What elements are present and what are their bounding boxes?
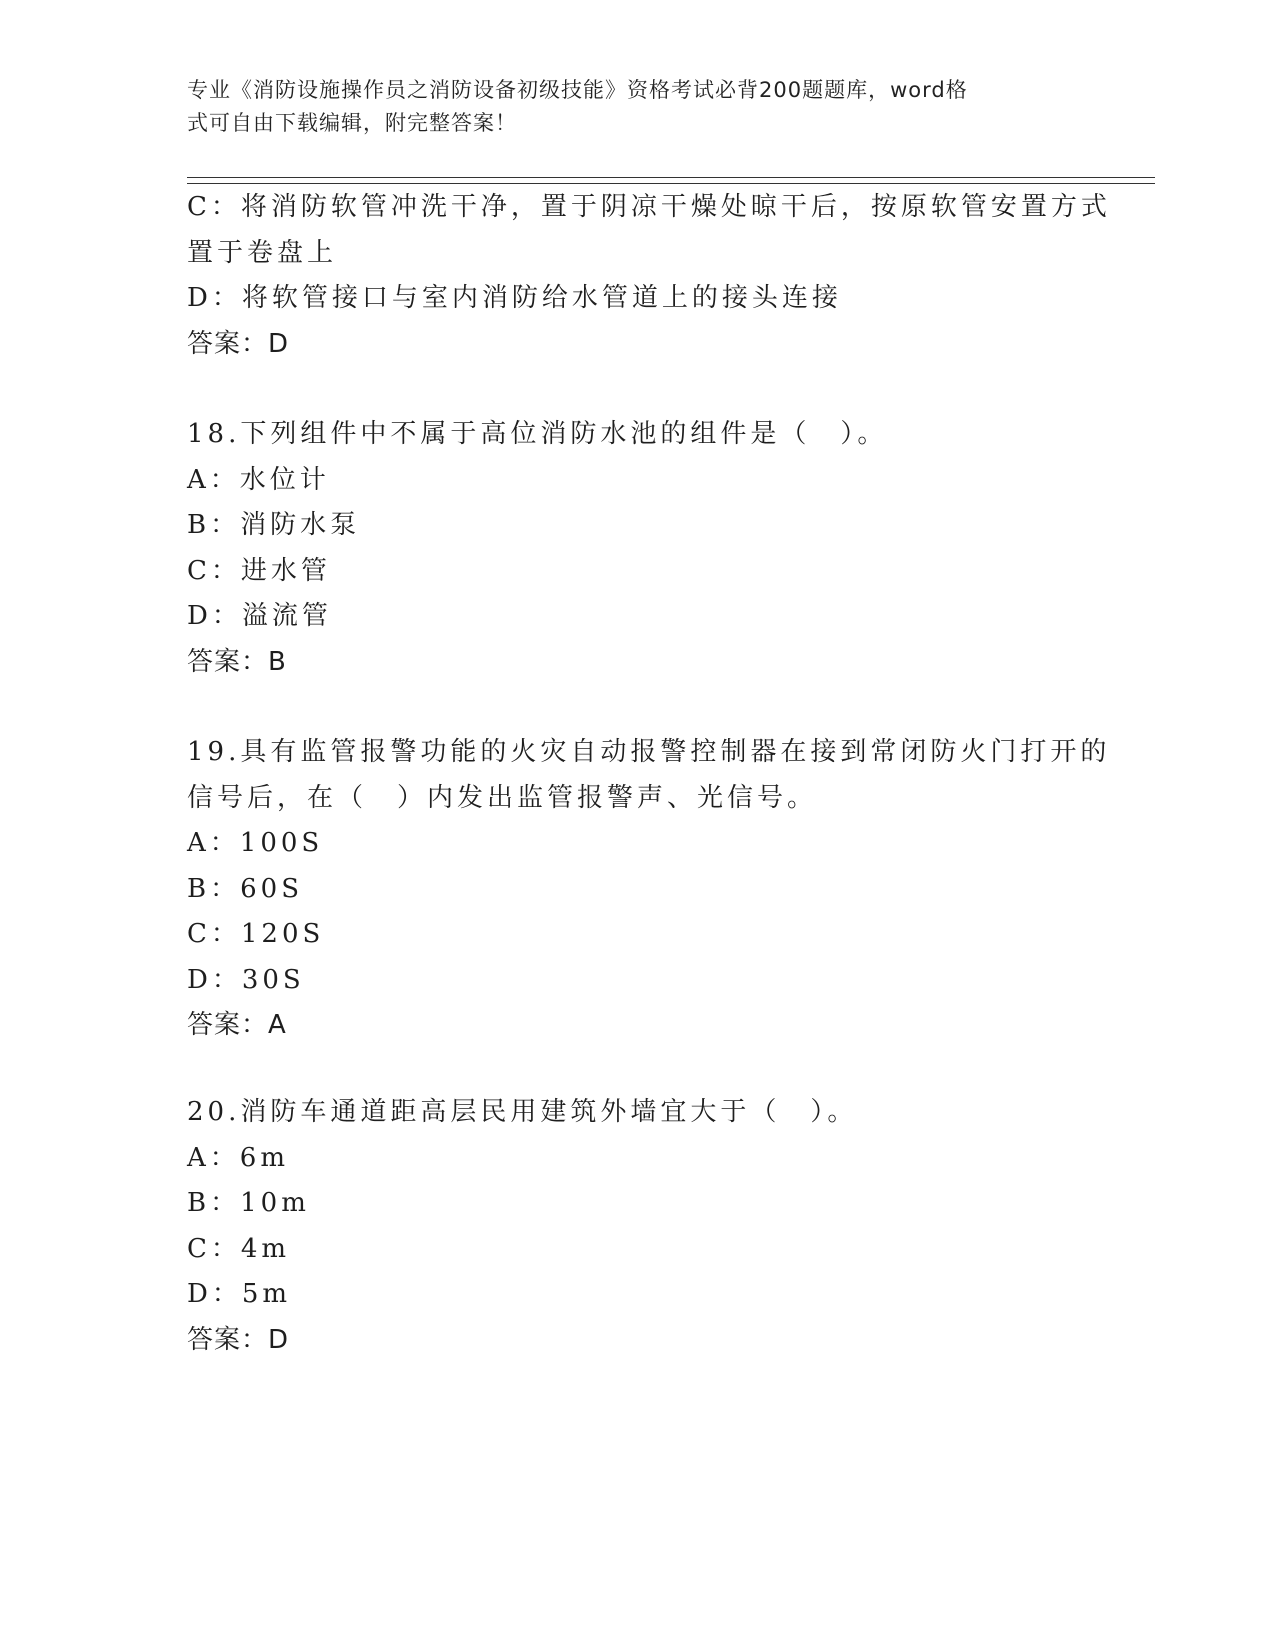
q18-option-c: C：进水管: [187, 555, 331, 586]
document-header: [187, 74, 1067, 140]
question-20: [187, 1090, 1087, 1363]
q19-option-c: C：120S: [187, 919, 325, 949]
q18-stem: 18.下列组件中不属于高位消防水池的组件是（ ）。: [187, 419, 888, 449]
q19-stem-line-2: 信号后，在（ ）内发出监管报警声、光信号。: [187, 782, 818, 813]
q19-option-a: A：100S: [187, 828, 324, 858]
q19-option-d: D：30S: [187, 964, 305, 995]
header-divider-bottom: [187, 183, 1155, 184]
q17-option-c-line-1: C：将消防软管冲洗干净，置于阴凉干燥处晾干后，按原软管安置方式: [187, 192, 1111, 222]
q17-option-c-line-2: 置于卷盘上: [187, 237, 338, 268]
q20-option-c: C：4m: [187, 1233, 291, 1264]
q18-answer: 答案：B: [187, 646, 287, 677]
q18-option-b: B：消防水泵: [187, 510, 361, 540]
q19-answer: 答案：A: [187, 1010, 287, 1040]
q18-option-d: D：溢流管: [187, 601, 332, 631]
question-17-continuation: [187, 185, 1111, 367]
q20-option-a: A：6m: [187, 1142, 289, 1173]
q17-option-d: D：将软管接口与室内消防给水管道上的接头连接: [187, 283, 842, 313]
q19-stem-line-1: 19.具有监管报警功能的火灾自动报警控制器在接到常闭防火门打开的: [187, 737, 1111, 767]
header-line-2: 式可自由下载编辑，附完整答案！: [187, 111, 517, 135]
q20-option-b: B：10m: [187, 1188, 310, 1218]
q20-stem: 20.消防车通道距高层民用建筑外墙宜大于（ ）。: [187, 1097, 858, 1127]
q20-option-d: D：5m: [187, 1279, 292, 1309]
question-18: [187, 412, 1087, 685]
q20-answer: 答案：D: [187, 1324, 290, 1355]
q18-option-a: A：水位计: [187, 464, 330, 495]
q17-answer: 答案：D: [187, 328, 290, 359]
question-19: [187, 730, 1111, 1049]
header-divider-top: [187, 177, 1155, 178]
q19-option-b: B：60S: [187, 873, 304, 904]
header-line-1: 专业《消防设施操作员之消防设备初级技能》资格考试必背200题题库，word格: [187, 78, 968, 102]
